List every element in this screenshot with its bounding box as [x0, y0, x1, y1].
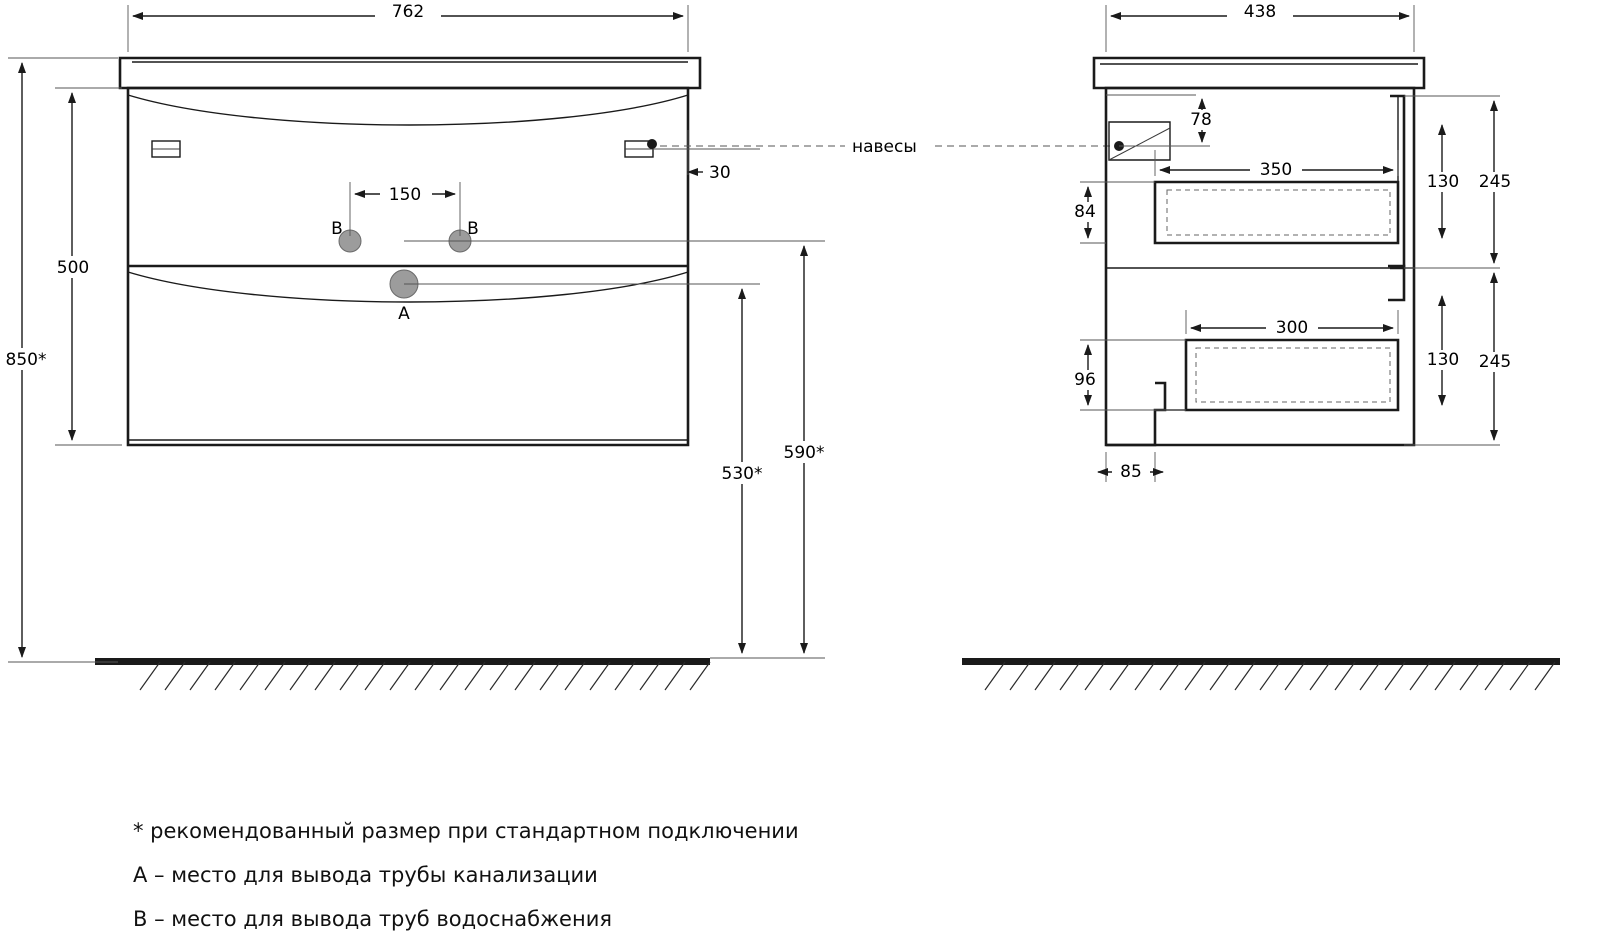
- hanger-callout-label: навесы: [852, 137, 917, 157]
- marker-label-b-right: B: [467, 219, 479, 239]
- dim-drain-height-530: [714, 289, 770, 653]
- side-hanger-plate: [1109, 122, 1170, 160]
- front-countertop: [120, 58, 700, 88]
- front-cabinet-body: [128, 88, 688, 445]
- legend-block: [133, 819, 799, 931]
- front-floor-hatch: [140, 662, 710, 690]
- dim-label-130-top: 130: [1426, 172, 1460, 192]
- marker-label-b-left: B: [331, 219, 343, 239]
- dim-drawer-bottom-height-130: [1422, 296, 1464, 405]
- side-floor-hatch: [985, 662, 1555, 690]
- dim-label-530: 530*: [721, 464, 763, 484]
- dim-offset-96: [1066, 345, 1104, 405]
- hanger-callout: [660, 137, 1130, 157]
- dim-label-130-bottom: 130: [1426, 350, 1460, 370]
- dim-label-84: 84: [1074, 202, 1096, 222]
- dim-depth-438: [1111, 2, 1409, 23]
- dim-label-150: 150: [388, 185, 422, 205]
- front-floor: [95, 658, 710, 690]
- dim-label-30: 30: [709, 163, 731, 183]
- front-view: [3, 2, 832, 690]
- dim-label-245-bottom: 245: [1478, 352, 1512, 372]
- dim-hanger-top-78: [1182, 99, 1220, 142]
- dim-label-850: 850*: [5, 350, 47, 370]
- dim-label-500: 500: [56, 258, 90, 278]
- legend-line-1: * рекомендованный размер при стандартном подключении: [133, 819, 799, 843]
- dim-hanger-offset-30: [688, 163, 731, 183]
- dim-supply-spacing-150: [355, 185, 455, 205]
- side-countertop: [1094, 58, 1424, 88]
- dim-height-850: [3, 63, 49, 657]
- dim-label-300: 300: [1275, 318, 1309, 338]
- front-connection-markers: [339, 230, 471, 298]
- side-cabinet-body: [1106, 88, 1414, 445]
- dim-drawer-top-height-130: [1422, 125, 1464, 238]
- dim-label-590: 590*: [783, 443, 825, 463]
- dim-label-85: 85: [1120, 462, 1142, 482]
- dim-label-96: 96: [1074, 370, 1096, 390]
- front-extension-lines: [5, 5, 825, 662]
- dim-label-350: 350: [1259, 160, 1293, 180]
- side-view: [962, 2, 1560, 690]
- dim-section-top-245: [1472, 101, 1518, 263]
- dim-label-245-top: 245: [1478, 172, 1512, 192]
- dim-height-500: [54, 93, 92, 440]
- marker-label-a: A: [398, 304, 410, 324]
- legend-line-3: В – место для вывода труб водоснабжения: [133, 907, 612, 931]
- dim-supply-height-590: [776, 246, 832, 653]
- dim-label-762: 762: [391, 2, 425, 22]
- dim-offset-84: [1066, 187, 1104, 238]
- front-hanger-marks: [152, 139, 657, 157]
- dim-label-438: 438: [1243, 2, 1277, 22]
- dim-section-bottom-245: [1472, 273, 1518, 440]
- dim-drawer-top-350: [1160, 160, 1393, 180]
- dim-label-78: 78: [1190, 110, 1212, 130]
- dim-plinth-85: [1098, 462, 1163, 482]
- dim-width-762: [133, 2, 683, 23]
- dim-drawer-bottom-300: [1191, 318, 1393, 338]
- side-plinth: [1106, 383, 1186, 445]
- legend-line-2: А – место для вывода трубы канализации: [133, 863, 598, 887]
- side-floor: [962, 658, 1560, 690]
